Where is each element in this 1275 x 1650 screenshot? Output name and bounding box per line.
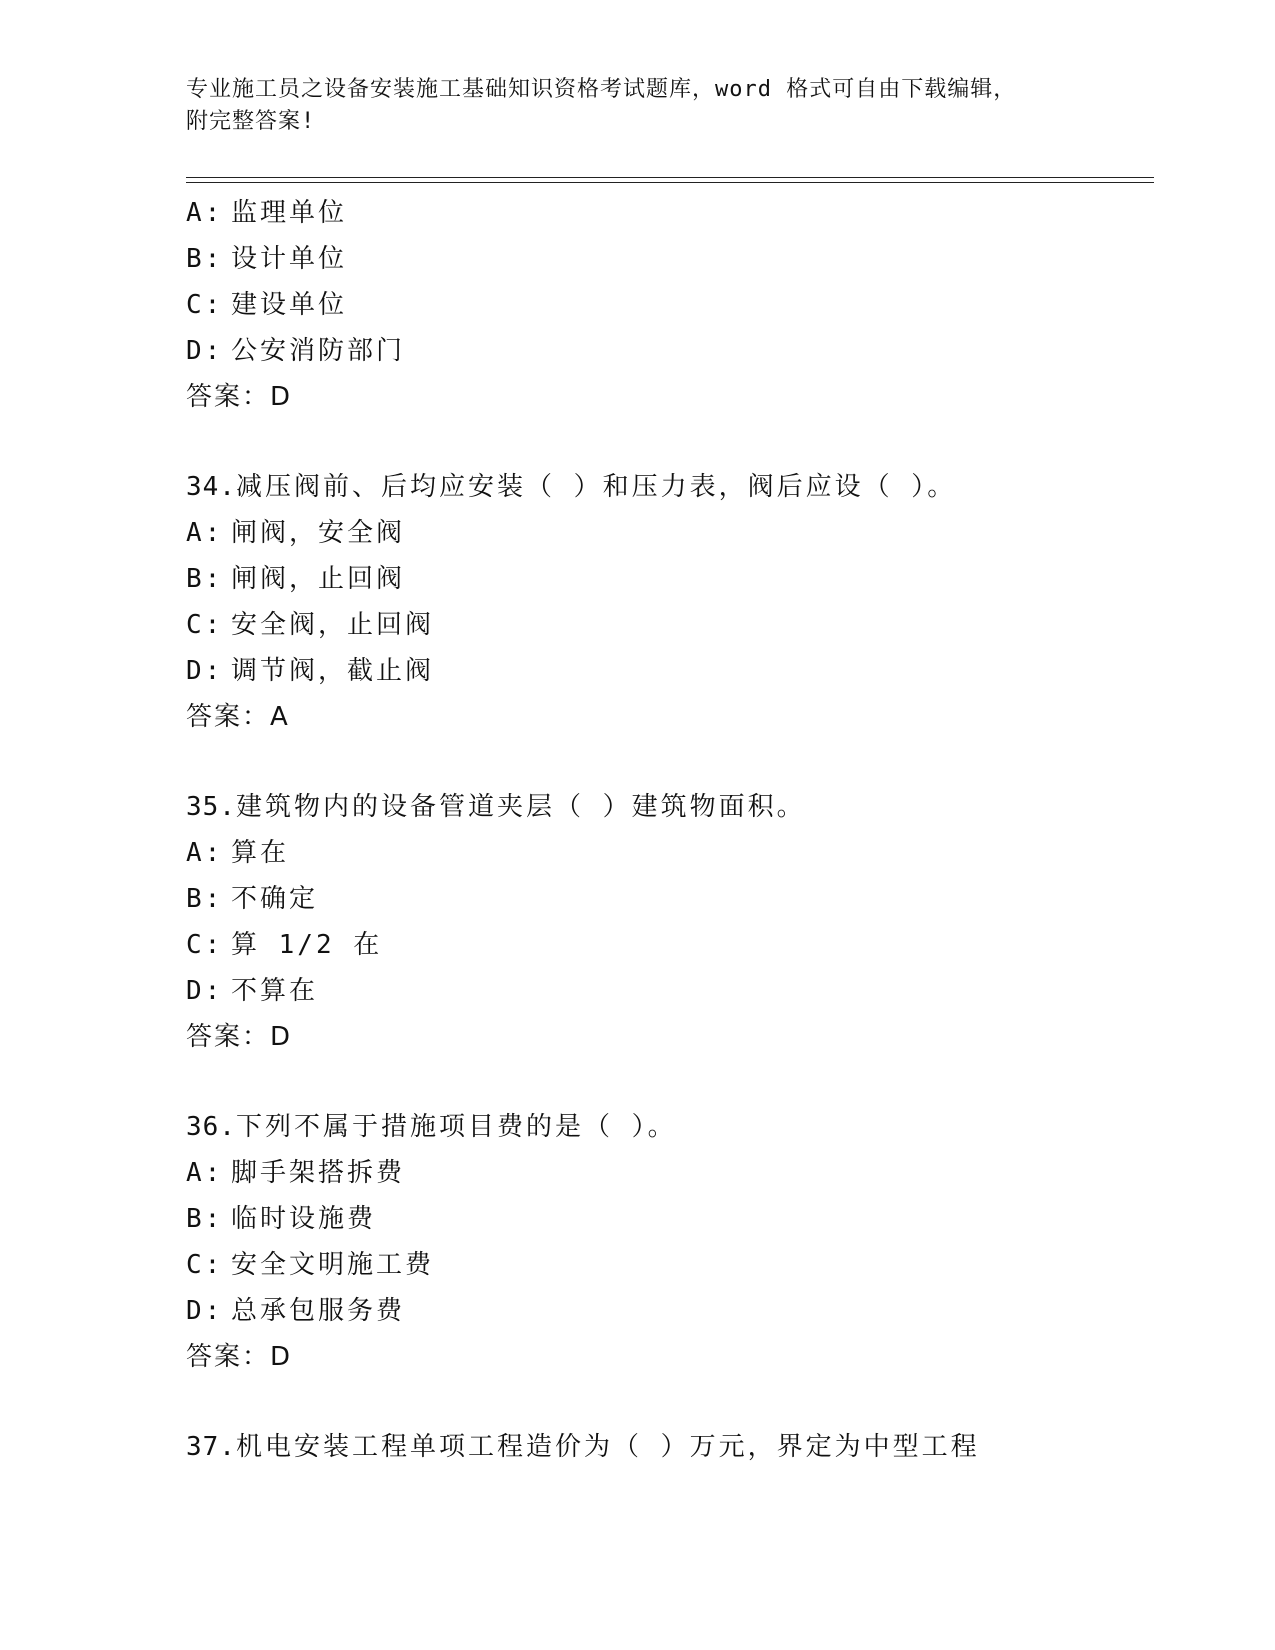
- question-stem: [186, 1424, 1154, 1470]
- answer: 答案：D: [186, 382, 293, 412]
- option-c: [186, 602, 1154, 648]
- option-text: 设计单位: [231, 244, 348, 274]
- option-label: A:: [186, 1158, 224, 1188]
- answer: 答案：A: [186, 702, 290, 732]
- option-d: [186, 328, 1154, 374]
- option-c: [186, 282, 1154, 328]
- header-rule-top: [186, 177, 1154, 178]
- option-label: A:: [186, 838, 224, 868]
- option-text: 安全文明施工费: [231, 1250, 435, 1280]
- option-label: B:: [186, 884, 224, 914]
- question-text: 下列不属于措施项目费的是（ ）。: [235, 1112, 677, 1142]
- question-stem: [186, 464, 1154, 510]
- option-a: [186, 830, 1154, 876]
- option-label: C:: [186, 290, 224, 320]
- option-a: [186, 510, 1154, 556]
- question-list: [186, 190, 1154, 1470]
- answer: 答案：D: [186, 1022, 293, 1052]
- option-b: [186, 1196, 1154, 1242]
- option-c: [186, 1242, 1154, 1288]
- question-number: 37.: [186, 1432, 236, 1462]
- header-line-2: 附完整答案!: [186, 109, 316, 134]
- question-text: 机电安装工程单项工程造价为（ ）万元，界定为中型工程: [235, 1432, 980, 1462]
- option-a: [186, 1150, 1154, 1196]
- option-text: 不确定: [231, 884, 319, 914]
- question-number: 34.: [186, 472, 236, 502]
- option-label: C:: [186, 610, 224, 640]
- option-text: 算 1/2 在: [231, 930, 383, 960]
- option-text: 不算在: [231, 976, 319, 1006]
- question-text: 减压阀前、后均应安装（ ）和压力表，阀后应设（ ）。: [235, 472, 957, 502]
- option-b: [186, 876, 1154, 922]
- option-text: 监理单位: [231, 198, 348, 228]
- header-rule-bottom: [186, 182, 1154, 183]
- option-text: 调节阀，截止阀: [231, 656, 435, 686]
- option-label: B:: [186, 564, 224, 594]
- question-stem: [186, 784, 1154, 830]
- question-37: [186, 1424, 1154, 1470]
- question-text: 建筑物内的设备管道夹层（ ）建筑物面积。: [235, 792, 806, 822]
- option-text: 安全阀，止回阀: [231, 610, 435, 640]
- option-text: 建设单位: [231, 290, 348, 320]
- header-line-1: 专业施工员之设备安装施工基础知识资格考试题库，word 格式可自由下载编辑，: [186, 77, 1017, 102]
- option-d: [186, 968, 1154, 1014]
- question-34: [186, 464, 1154, 740]
- question-33: [186, 190, 1154, 420]
- option-label: D:: [186, 336, 224, 366]
- question-stem: [186, 1104, 1154, 1150]
- option-label: B:: [186, 244, 224, 274]
- option-d: [186, 1288, 1154, 1334]
- option-label: A:: [186, 198, 224, 228]
- option-label: D:: [186, 976, 224, 1006]
- question-35: [186, 784, 1154, 1060]
- question-number: 36.: [186, 1112, 236, 1142]
- option-d: [186, 648, 1154, 694]
- option-b: [186, 556, 1154, 602]
- option-text: 算在: [231, 838, 290, 868]
- option-label: B:: [186, 1204, 224, 1234]
- option-text: 闸阀，安全阀: [231, 518, 406, 548]
- document-header: [186, 74, 1086, 138]
- option-text: 脚手架搭拆费: [231, 1158, 406, 1188]
- option-label: C:: [186, 1250, 224, 1280]
- option-c: [186, 922, 1154, 968]
- question-number: 35.: [186, 792, 236, 822]
- option-text: 总承包服务费: [231, 1296, 406, 1326]
- option-label: D:: [186, 656, 224, 686]
- option-text: 临时设施费: [231, 1204, 377, 1234]
- option-text: 公安消防部门: [231, 336, 406, 366]
- option-label: C:: [186, 930, 224, 960]
- option-a: [186, 190, 1154, 236]
- question-36: [186, 1104, 1154, 1380]
- option-b: [186, 236, 1154, 282]
- option-label: D:: [186, 1296, 224, 1326]
- answer: 答案：D: [186, 1342, 293, 1372]
- option-label: A:: [186, 518, 224, 548]
- option-text: 闸阀，止回阀: [231, 564, 406, 594]
